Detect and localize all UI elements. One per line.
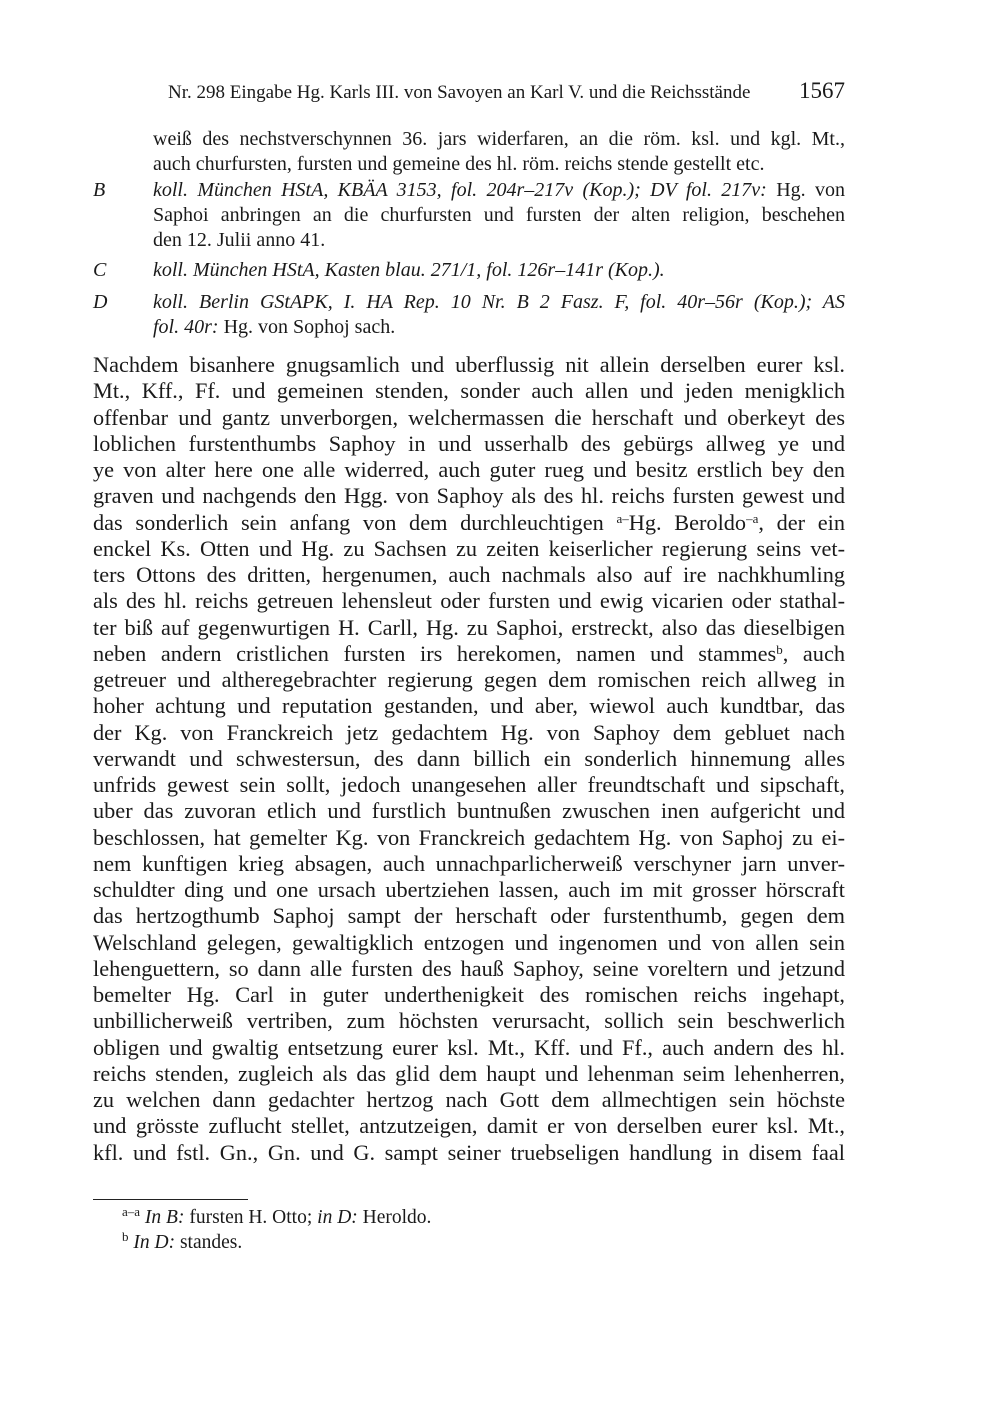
text-line: getreuer und altheregebrachter regierung gegen dem romischen reich allweg in — [93, 667, 845, 692]
text-segment: das sonderlich sein anfang von dem durchleuchtigen — [93, 509, 617, 535]
text-line — [93, 641, 845, 667]
footnote-b — [122, 1230, 242, 1255]
footnote-marker: a– — [616, 510, 629, 526]
text-segment: , der ein — [758, 509, 845, 535]
running-title: Nr. 298 Eingabe Hg. Karls III. von Savoyen an Karl V. und die Reichsstände — [168, 82, 751, 103]
running-header — [168, 78, 845, 104]
text-segment: , auch — [782, 640, 845, 666]
text-segment: neben andern cristlichen fursten irs herekomen, namen und stammes — [93, 640, 777, 666]
text-line: schuldter ding und one ursach ubertziehen lassen, auch im mit grosser hörscraft — [93, 877, 845, 902]
text-line: verwandt und schwestersun, des dann billich ein sonderlich hinnemung alles — [93, 745, 845, 771]
page-number: 1567 — [799, 78, 845, 103]
text-line: obligen und gwaltig entsetzung eurer ksl. Mt., Kff. und Ff., auch andern des hl. — [93, 1034, 845, 1060]
footnote-marker: a–a — [122, 1204, 141, 1219]
text-line: bemelter Hg. Carl in guter underthenigkeit des romischen reichs ingehapt, — [93, 982, 845, 1007]
text-line: Welschland gelegen, gewaltigklich entzogen und ingenomen und von allen sein — [93, 929, 845, 955]
footnote-label: in D: — [317, 1207, 358, 1228]
text-line: loblichen furstenthumbs Saphoy in und usserhalb des gebürgs allweg ye und — [93, 430, 845, 456]
apparatus-intro — [93, 127, 845, 177]
text-line: beschlossen, hat gemelter Kg. von Franckreich gedachtem Hg. von Saphoj zu ei- — [93, 824, 845, 850]
text-line — [93, 510, 845, 536]
text-line: als des hl. reichs getreuen lehensleut oder fursten und ewig vicarien oder stathal- — [93, 588, 845, 614]
witness-text: Hg. von Sophoj sach. — [223, 316, 396, 338]
footnote-rule — [93, 1199, 248, 1200]
siglum: B — [93, 179, 106, 201]
footnote-a — [122, 1205, 431, 1230]
footnote-label: In D: — [133, 1232, 176, 1253]
apparatus-line: weiß des nechstverschynnen 36. jars widerfaren, an die röm. ksl. und kgl. Mt., — [153, 128, 845, 150]
footnote-marker: –a — [746, 510, 759, 526]
witness-text: den 12. Julii anno 41. — [153, 229, 326, 251]
siglum: D — [93, 291, 108, 313]
text-line: hoher achtung und reputation gestanden, und aber, wiewol auch kundtbar, das — [93, 693, 845, 719]
witness-c — [93, 258, 845, 283]
witness-text: Hg. von — [776, 179, 846, 201]
text-line: der Kg. von Franckreich jetz gedachtem Hg. von Saphoy dem gebluet nach — [93, 719, 845, 745]
text-line: uber das zuvoran etlich und furstlich buntnußen zwuschen inen aufgericht und — [93, 798, 845, 824]
text-line: das hertzogthumb Saphoj sampt der herschaft oder furstenthumb, gegen dem — [93, 903, 845, 929]
text-line: Nachdem bisanhere gnugsamlich und uberflussig nit allein derselben eurer ksl. — [93, 352, 845, 377]
text-line: lehenguettern, so dann alle fursten des hauß Saphoy, seine voreltern und jetzund — [93, 955, 845, 981]
text-line: ters Ottons des dritten, hergenumen, auch nachmals also auf ire nachkhumling — [93, 562, 845, 587]
text-line: graven und nachgends den Hgg. von Saphoy als des hl. reichs fursten gewest und — [93, 483, 845, 509]
footnote-marker: b — [776, 641, 783, 657]
main-text — [93, 352, 845, 1166]
footnote-marker: b — [122, 1229, 129, 1244]
source-citation: koll. München HStA, Kasten blau. 271/1, fol. 126r–141r (Kop.). — [153, 259, 665, 281]
text-segment: Hg. Beroldo — [628, 509, 747, 535]
text-line: reichs stenden, zugleich als das glid dem haupt und lehenman seim lehenherren, — [93, 1060, 845, 1086]
text-line: nem kunftigen krieg absagen, auch unnachparlicherweiß verschyner jarn unver- — [93, 850, 845, 876]
text-line: und grösste zuflucht stellet, antzutzeigen, damit er von derselben eurer ksl. Mt., — [93, 1113, 845, 1139]
text-line: offenbar und gantz unverborgen, welchermassen die herschaft und oberkeyt des — [93, 404, 845, 430]
text-line: unfrids gewest sein sollt, jedoch unangesehen aller freundtschaft und sipschaft, — [93, 772, 845, 797]
footnote-text: fursten H. Otto; — [189, 1207, 313, 1228]
text-line: kfl. und fstl. Gn., Gn. und G. sampt seiner truebseligen handlung in disem faal — [93, 1139, 845, 1165]
footnote-text: Heroldo. — [362, 1207, 432, 1228]
text-line: Mt., Kff., Ff. und gemeinen stenden, sonder auch allen und jeden menigklich — [93, 378, 845, 404]
siglum: C — [93, 259, 107, 281]
apparatus-line: auch churfursten, fursten und gemeine des hl. röm. reichs stende gestellt etc. — [153, 153, 765, 175]
source-citation: koll. Berlin GStAPK, I. HA Rep. 10 Nr. B 2 Fasz. F, fol. 40r–56r (Kop.); AS — [153, 291, 845, 313]
footnote-label: In B: — [144, 1207, 185, 1228]
source-citation: fol. 40r: — [153, 316, 219, 338]
text-line: zu welchen dann gedachter hertzog nach Gott dem allmechtigen sein höchste — [93, 1087, 845, 1112]
text-line: unbillicherweiß vertriben, zum höchsten verursacht, sollich sein beschwerlich — [93, 1008, 845, 1034]
text-line: enckel Ks. Otten und Hg. zu Sachsen zu zeiten keiserlicher regierung seins vet- — [93, 535, 845, 561]
text-line: ter biß auf gegenwurtigen H. Carll, Hg. zu Saphoi, erstreckt, also das dieselbigen — [93, 614, 845, 640]
witness-text: Saphoi anbringen an die churfursten und fursten der alten religion, beschehen — [153, 204, 845, 226]
text-line: ye von alter here one alle widerred, auch guter rueg und besitz erstlich bey den — [93, 457, 845, 482]
source-citation: koll. München HStA, KBÄA 3153, fol. 204r–217v (Kop.); DV fol. 217v: — [153, 179, 767, 201]
witness-d — [93, 290, 845, 340]
footnote-text: standes. — [179, 1232, 243, 1253]
witness-b — [93, 178, 845, 253]
